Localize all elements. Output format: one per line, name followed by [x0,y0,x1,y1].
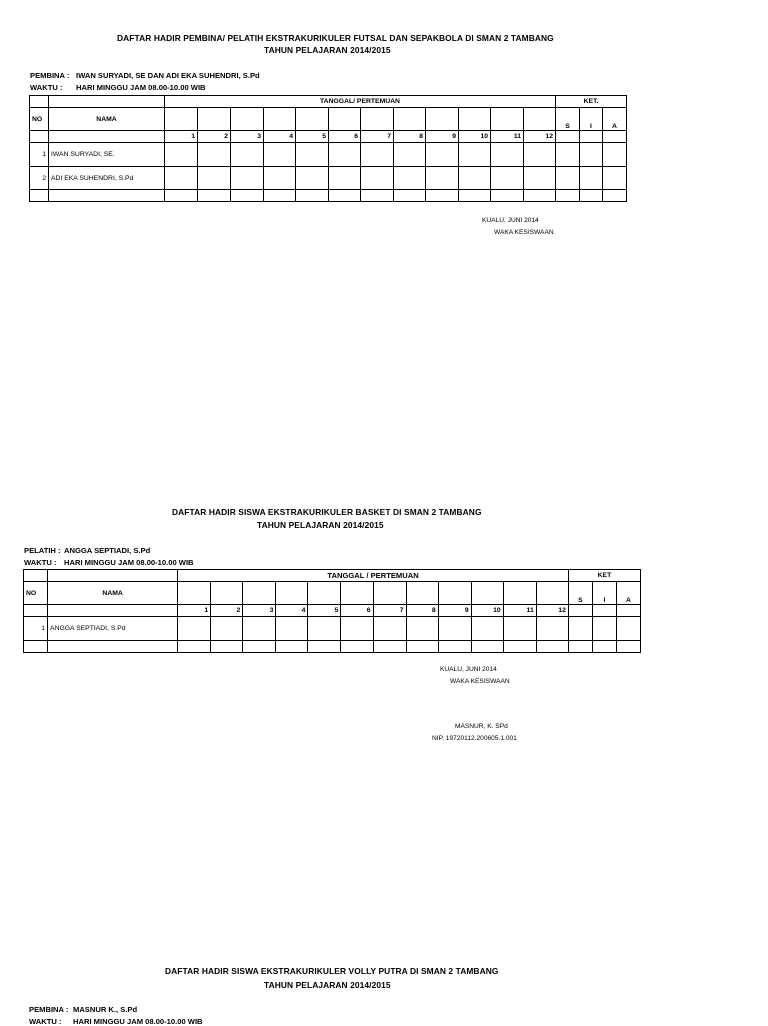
ket-i: I [592,582,616,605]
pembina-value: IWAN SURYADI, SE DAN ADI EKA SUHENDRI, S.Pd [76,71,260,80]
blank-cell [459,190,491,202]
blank-cell [556,131,580,143]
blank-cell [503,582,536,605]
no-header: NO [24,582,48,605]
table-row [24,641,641,653]
blank-cell [178,582,211,605]
blank-cell [426,190,459,202]
blank-cell [438,617,471,641]
blank-cell [296,167,329,190]
blank-cell [438,641,471,653]
blank-cell [178,617,211,641]
blank-cell [616,641,640,653]
day-header: 7 [361,131,394,143]
place-date: KUALU, JUNI 2014 [440,666,497,673]
blank-cell [211,641,243,653]
blank-cell [459,143,491,167]
signer-title: WAKA KESISWAAN [494,229,554,236]
section3-title: DAFTAR HADIR SISWA EKSTRAKURIKULER VOLLY PUTRA DI SMAN 2 TAMBANG [165,966,499,976]
blank-cell [296,108,329,131]
blank-cell [30,131,49,143]
day-header: 8 [394,131,426,143]
blank-cell [524,167,556,190]
blank-cell [491,190,524,202]
no-header: NO [30,108,49,131]
blank-cell [580,143,603,167]
pembina-label: PEMBINA : [29,1005,69,1014]
section1-title: DAFTAR HADIR PEMBINA/ PELATIH EKSTRAKURIKULER FUTSAL DAN SEPAKBOLA DI SMAN 2 TAMBANG [117,33,554,43]
day-header: 6 [329,131,361,143]
attendance-table-2 [23,569,641,653]
blank-cell [361,108,394,131]
row-no: 2 [30,167,49,190]
table-row [24,617,641,641]
blank-cell [329,167,361,190]
blank-cell [459,167,491,190]
day-header: 6 [341,605,373,617]
day-header: 3 [243,605,276,617]
blank-cell [341,641,373,653]
blank-cell [276,617,308,641]
day-header: 2 [198,131,231,143]
blank-cell [592,617,616,641]
nama-header: NAMA [48,582,178,605]
blank-cell [198,108,231,131]
waktu-value: HARI MINGGU JAM 08.00-10.00 WIB [73,1017,203,1026]
table-row [30,167,627,190]
place-date: KUALU, JUNI 2014 [482,217,539,224]
blank-cell [406,641,438,653]
blank-cell [524,143,556,167]
row-nama: IWAN SURYADI, SE. [49,143,165,167]
blank-cell [48,605,178,617]
blank-cell [524,190,556,202]
day-header: 2 [211,605,243,617]
day-header: 1 [178,605,211,617]
blank-cell [48,641,178,653]
blank-cell [49,96,165,108]
table-row [30,190,627,202]
blank-cell [580,190,603,202]
day-header: 3 [231,131,264,143]
blank-cell [178,641,211,653]
section2-title: DAFTAR HADIR SISWA EKSTRAKURIKULER BASKET DI SMAN 2 TAMBANG [172,507,482,517]
row-no: 1 [24,617,48,641]
blank-cell [580,131,603,143]
waktu-label: WAKTU : [29,1017,62,1026]
waktu-label: WAKTU : [30,83,63,92]
blank-cell [373,582,406,605]
day-header: 5 [296,131,329,143]
day-header: 8 [406,605,438,617]
blank-cell [426,108,459,131]
nama-header: NAMA [49,108,165,131]
day-header: 4 [264,131,296,143]
blank-cell [48,570,178,582]
pelatih-value: ANGGA SEPTIADI, S.Pd [64,546,151,555]
blank-cell [296,143,329,167]
blank-cell [491,167,524,190]
blank-cell [426,143,459,167]
blank-cell [341,582,373,605]
blank-cell [471,582,503,605]
day-header: 11 [491,131,524,143]
blank-cell [24,641,48,653]
blank-cell [211,617,243,641]
table-row [30,143,627,167]
blank-cell [198,167,231,190]
row-no: 1 [30,143,49,167]
blank-cell [296,190,329,202]
blank-cell [373,641,406,653]
day-header: 12 [536,605,568,617]
blank-cell [231,167,264,190]
blank-cell [308,641,341,653]
blank-cell [491,143,524,167]
blank-cell [373,617,406,641]
waktu-label: WAKTU : [24,558,57,567]
blank-cell [276,582,308,605]
tanggal-header: TANGGAL / PERTEMUAN [178,570,569,582]
blank-cell [426,167,459,190]
blank-cell [394,190,426,202]
ket-s: S [556,108,580,131]
pelatih-label: PELATIH : [24,546,61,555]
ket-header: KET. [556,96,627,108]
day-header: 9 [426,131,459,143]
day-header: 12 [524,131,556,143]
section2-year: TAHUN PELAJARAN 2014/2015 [257,520,384,530]
blank-cell [198,190,231,202]
day-header: 7 [373,605,406,617]
blank-cell [361,190,394,202]
blank-cell [592,605,616,617]
ket-i: I [580,108,603,131]
blank-cell [243,582,276,605]
blank-cell [165,167,198,190]
blank-cell [264,143,296,167]
blank-cell [394,167,426,190]
blank-cell [276,641,308,653]
blank-cell [603,143,627,167]
row-nama: ANGGA SEPTIADI, S.Pd [48,617,178,641]
blank-cell [406,617,438,641]
blank-cell [329,108,361,131]
waktu-value: HARI MINGGU JAM 08.00-10.00 WIB [76,83,206,92]
blank-cell [165,108,198,131]
blank-cell [24,570,48,582]
blank-cell [361,167,394,190]
blank-cell [471,641,503,653]
blank-cell [165,190,198,202]
blank-cell [568,641,592,653]
blank-cell [231,190,264,202]
blank-cell [568,605,592,617]
blank-cell [264,108,296,131]
blank-cell [243,617,276,641]
blank-cell [394,143,426,167]
blank-cell [49,131,165,143]
blank-cell [603,167,627,190]
signer-nip: NIP. 19720112.200605.1.001 [432,735,517,742]
blank-cell [341,617,373,641]
row-nama: ADI EKA SUHENDRI, S.Pd [49,167,165,190]
blank-cell [592,641,616,653]
blank-cell [459,108,491,131]
blank-cell [536,582,568,605]
blank-cell [231,108,264,131]
day-header: 10 [459,131,491,143]
signer-title: WAKA KESISWAAN [450,678,510,685]
pembina-label: PEMBINA : [30,71,70,80]
blank-cell [211,582,243,605]
blank-cell [49,190,165,202]
blank-cell [329,190,361,202]
blank-cell [603,190,627,202]
ket-header: KET [568,570,640,582]
blank-cell [503,641,536,653]
blank-cell [231,143,264,167]
day-header: 10 [471,605,503,617]
blank-cell [308,617,341,641]
blank-cell [165,143,198,167]
blank-cell [556,143,580,167]
blank-cell [361,143,394,167]
attendance-table-1 [29,95,627,202]
blank-cell [264,190,296,202]
blank-cell [308,582,341,605]
blank-cell [394,108,426,131]
section3-year: TAHUN PELAJARAN 2014/2015 [264,980,391,990]
pembina-value: MASNUR K., S.Pd [73,1005,138,1014]
blank-cell [536,617,568,641]
day-header: 5 [308,605,341,617]
blank-cell [536,641,568,653]
blank-cell [556,167,580,190]
blank-cell [580,167,603,190]
day-header: 1 [165,131,198,143]
day-header: 11 [503,605,536,617]
blank-cell [568,617,592,641]
blank-cell [24,605,48,617]
blank-cell [603,131,627,143]
blank-cell [438,582,471,605]
ket-a: A [603,108,627,131]
blank-cell [198,143,231,167]
day-header: 4 [276,605,308,617]
blank-cell [491,108,524,131]
blank-cell [616,605,640,617]
ket-s: S [568,582,592,605]
blank-cell [243,641,276,653]
blank-cell [30,190,49,202]
blank-cell [471,617,503,641]
blank-cell [524,108,556,131]
waktu-value: HARI MINGGU JAM 08.00-10.00 WIB [64,558,194,567]
blank-cell [616,617,640,641]
blank-cell [503,617,536,641]
tanggal-header: TANGGAL/ PERTEMUAN [165,96,556,108]
blank-cell [556,190,580,202]
blank-cell [30,96,49,108]
day-header: 9 [438,605,471,617]
blank-cell [406,582,438,605]
section1-year: TAHUN PELAJARAN 2014/2015 [264,45,391,55]
ket-a: A [616,582,640,605]
blank-cell [264,167,296,190]
signer-name: MASNUR, K. SPd [455,723,508,730]
blank-cell [329,143,361,167]
